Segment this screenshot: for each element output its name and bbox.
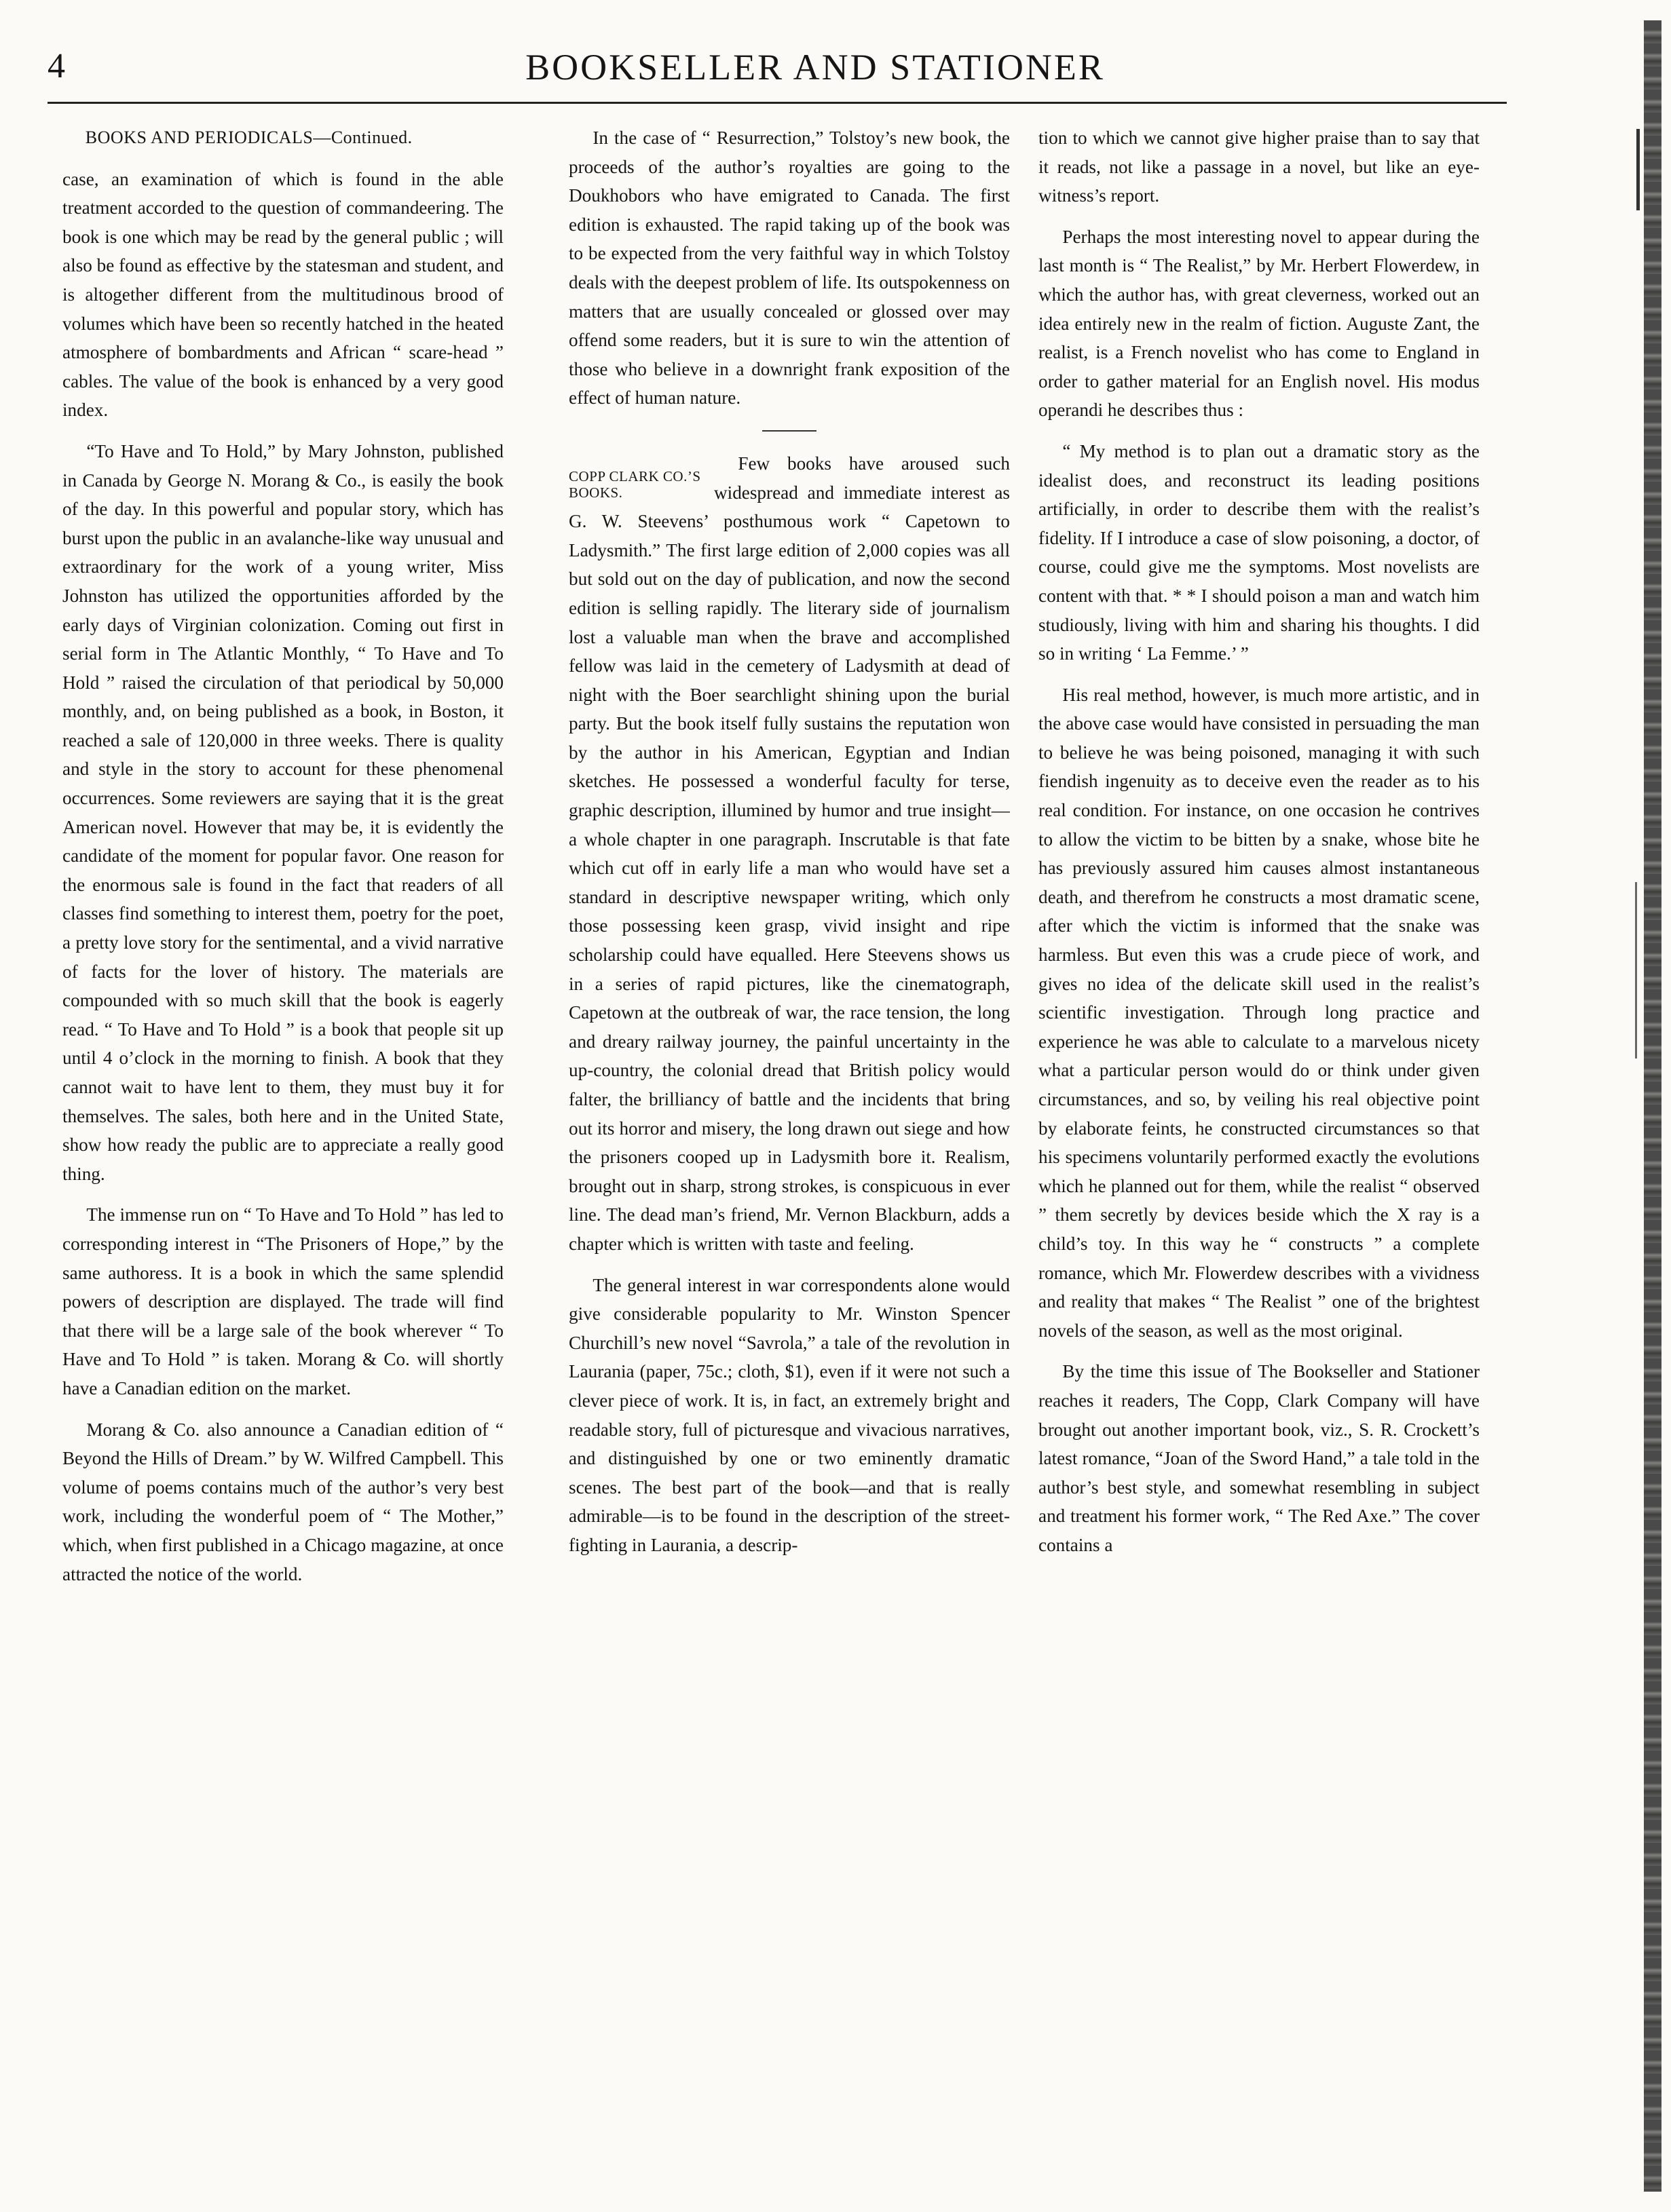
header-rule	[48, 102, 1507, 104]
col3-paragraph-3: His real method, however, is much more artistic, and in the above case would have consisted in persuading the man to believe he was being poisoned, managing it with such fiendish ingenuity as to deceive even the reader as to his real condition. For instance, on one occasion he contrives to allow the victim to be bitten by a snake, whose bite he has previously assured him causes almost instantaneous death, and therefrom he constructs a most dramatic scene, after which the victim is informed that the snake was harmless. But even this was a crude piece of work, and gives no idea of the delicate skill used in the realist’s scientific investigation. Through long practice and experience he was able to calculate to a marvelous nicety what a particular person would do or think under given circumstances, and so, by veiling his real objective point by elaborate feints, he constructed circumstances so that his specimens voluntarily performed exactly the evolutions which he planned out for them, while the realist “ observed ” them secretly by devices beside which the X ray is a child’s toy. In this way he “ constructs ” a complete romance, which Mr. Flowerdew describes with a vividness and reality that makes “ The Realist ” one of the brightest novels of the season, as well as the most original.	[1038, 684, 1480, 1341]
col3-paragraph-4: By the time this issue of The Bookseller and Stationer reaches it readers, The Copp, Clark Company will have brought out another important book, viz., S. R. Crockett’s latest romance, “Joan of the Sword Hand,” a tale told in the author’s best style, and somewhat resembling in subject and treatment his former work, “ The Red Axe.” The cover contains a	[1038, 1361, 1480, 1555]
col2-paragraph-1: In the case of “ Resurrection,” Tolstoy’s new book, the proceeds of the author’s royalties are going to the Doukhobors who have emigrated to Canada. The first edition is exhausted. The rapid taking up of the book was to be expected from the very faithful way in which Tolstoy deals with the deepest problem of life. Its outspokenness on matters that are usually concealed or glossed over may offend some readers, but it is sure to win the attention of those who believe in a downright frank exposition of the effect of human nature.	[569, 128, 1010, 408]
col1-paragraph-4: Morang & Co. also announce a Canadian edition of “ Beyond the Hills of Dream.” by W. Wilfred Campbell. This volume of poems contains much of the author’s very best work, including the wonderful poem of “ The Mother,” which, when first published in a Chicago magazine, at once attracted the notice of the world.	[62, 1419, 504, 1584]
column-1	[62, 123, 504, 2152]
column-3	[1038, 123, 1480, 2152]
scan-edge-mark	[1635, 882, 1637, 1059]
col3-paragraph-2: “ My method is to plan out a dramatic story as the idealist does, and reconstruct its leading positions artificially, in order to describe them with the realist’s fidelity. If I introduce a case of slow poisoning, a doctor, of course, could give me the symptoms. Most novelists are content with that. * * I should poison a man and watch him studiously, living with him and sharing his thoughts. I did so in writing ‘ La Femme.’ ”	[1038, 440, 1480, 664]
sidehead-copp-clark: COPP CLARK CO.’S BOOKS.	[569, 468, 701, 501]
col2-paragraph-2: Few books have aroused such widespread and immediate interest as G. W. Steevens’ posthumous work “ Capetown to Ladysmith.” The first large edition of 2,000 copies was all but sold out on the day of publication, and now the second edition is selling rapidly. The literary side of journalism lost a valuable man when the brave and accomplished fellow was laid in the cemetery of Ladysmith at dead of night with the Boer searchlight shining upon the burial party. But the book itself fully sustains the reputation won by the author in his American, Egyptian and Indian sketches. He possessed a wonderful faculty for terse, graphic description, illumined by humor and true insight—a whole chapter in one paragraph. Inscrutable is that fate which cut off in early life a man who would have set a standard in descriptive newspaper writing, which only those possessing keen grasp, vivid insight and ripe scholarship could have equalled. Here Steevens shows us in a series of rapid pictures, like the cinematograph, Capetown at the outbreak of war, the race tension, the long and dreary railway journey, the painful uncertainty in the up-country, the colonial dread that British policy would falter, the brilliancy of battle and the incidents that bring out its horror and misery, the long drawn out siege and how the prisoners cooped up in Ladysmith bore it. Realism, brought out in sharp, strong strokes, is conspicuous in ever line. The dead man’s friend, Mr. Vernon Blackburn, adds a chapter which is written with taste and feeling.	[569, 453, 1010, 1254]
col3-paragraph-0: tion to which we cannot give higher praise than to say that it reads, not like a passage in a novel, but like an eye-witness’s report.	[1038, 128, 1480, 206]
column-2	[569, 123, 1010, 2152]
col1-paragraph-1: case, an examination of which is found in the able treatment accorded to the question of commandeering. The book is one which may be read by the general public ; will also be found as effective by the statesman and student, and is altogether different from the multitudinous brood of volumes which have been so recently hatched in the heated atmosphere of bombardments and African “ scare-head ” cables. The value of the book is enhanced by a very good index.	[62, 168, 504, 421]
scan-edge-mark	[1636, 129, 1640, 210]
section-divider	[762, 430, 816, 432]
col2-paragraph-3: The general interest in war correspondents alone would give considerable popularity to Mr. Winston Spencer Churchill’s new novel “Savrola,” a tale of the revolution in Laurania (paper, 75c.; cloth, $1), even if it were not such a clever piece of work. It is, in fact, an extremely bright and readable story, full of picturesque and vivacious narratives, and distinguished by one or two eminently dramatic scenes. The best part of the book—and that is really admirable—is to be found in the description of the street-fighting in Laurania, a descrip-	[569, 1274, 1010, 1555]
col3-paragraph-1: Perhaps the most interesting novel to appear during the last month is “ The Realist,” by Mr. Herbert Flowerdew, in which the author has, with great cleverness, worked out an idea entirely new in the realm of fiction. Auguste Zant, the realist, is a French novelist who has come to England in order to gather material for an English novel. His modus operandi he describes thus :	[1038, 226, 1480, 421]
page-number: 4	[48, 47, 65, 85]
scan-edge-shadow	[1644, 20, 1661, 2192]
col1-paragraph-3: The immense run on “ To Have and To Hold ” has led to corresponding interest in “The Prisoners of Hope,” by the same authoress. It is a book in which the same splendid powers of description are displayed. The trade will find that there will be a large sale of the book wherever “ To Have and To Hold ” is taken. Morang & Co. will shortly have a Canadian edition on the market.	[62, 1204, 504, 1398]
section-heading: BOOKS AND PERIODICALS—Continued.	[85, 128, 413, 147]
sidehead-block	[569, 449, 1010, 1271]
running-title: BOOKSELLER AND STATIONER	[525, 47, 1105, 88]
col1-paragraph-2: “To Have and To Hold,” by Mary Johnston, published in Canada by George N. Morang & Co., is easily the book of the day. In this powerful and popular story, which has burst upon the public in an avalanche-like way unusual and extraordinary for the work of a young writer, Miss Johnston has utilized the opportunities afforded by the early days of Virginian colonization. Coming out first in serial form in The Atlantic Monthly, “ To Have and To Hold ” raised the circulation of that periodical by 50,000 monthly, and, on being published as a book, in Boston, it reached a sale of 120,000 in three weeks. There is quality and style in the story to account for these phenomenal occurrences. Some reviewers are saying that it is the great American novel. However that may be, it is evidently the candidate of the moment for popular favor. One reason for the enormous sale is found in the fact that readers of all classes find something to interest them, poetry for the poet, a pretty love story for the sentimental, and a vivid narrative of facts for the lover of history. The materials are compounded with so much skill that the book is eagerly read. “ To Have and To Hold ” is a book that people sit up until 4 o’clock in the morning to finish. A book that they cannot wait to have lent to them, they must buy it for themselves. The sales, both here and in the United State, show how ready the public are to appreciate a really good thing.	[62, 440, 504, 1184]
